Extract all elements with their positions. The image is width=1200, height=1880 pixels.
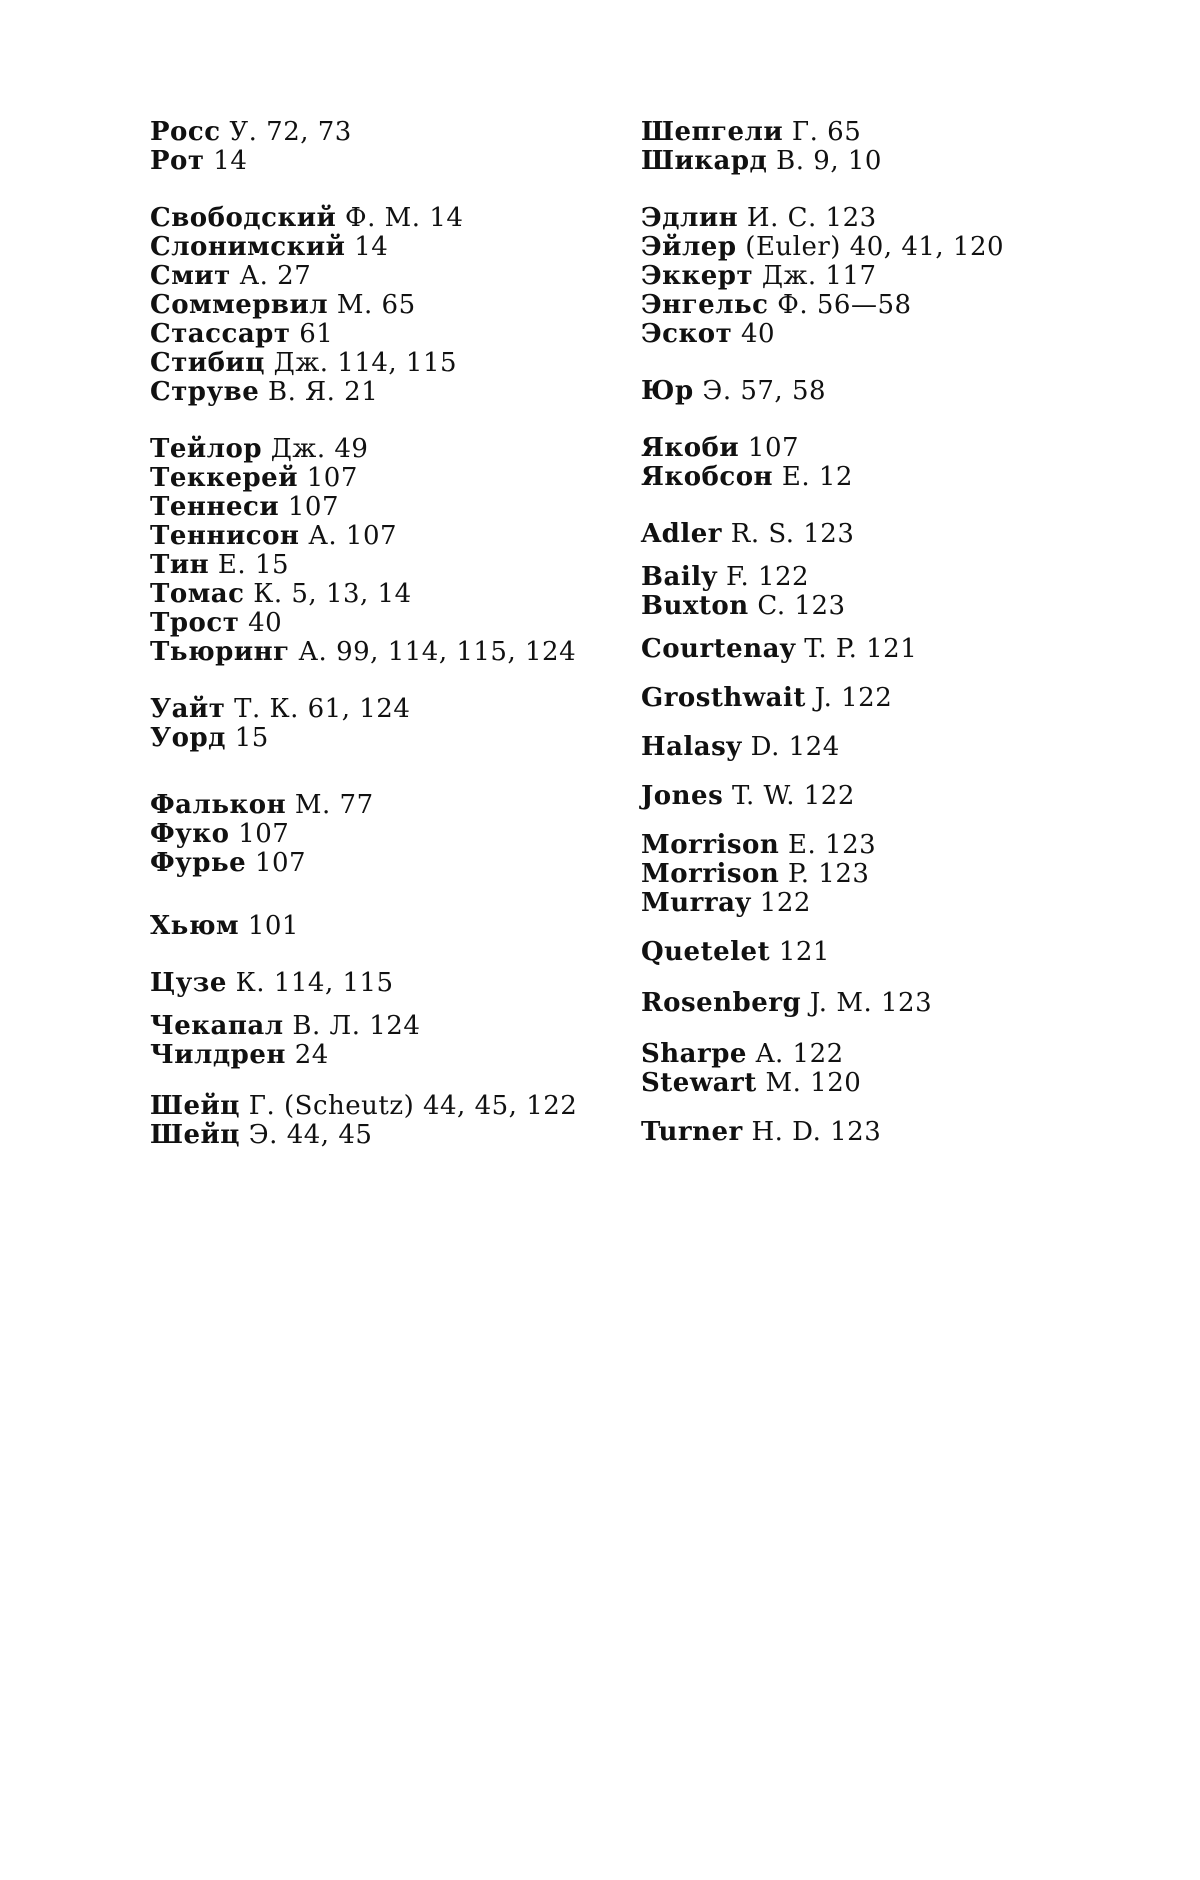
index-entry-name: Buxton: [641, 591, 749, 621]
index-entry: [150, 378, 620, 407]
index-letter-group: [150, 1012, 620, 1070]
index-entry: [150, 849, 620, 878]
index-entry-pages: В. Л. 124: [283, 1011, 421, 1041]
index-entry-name: Jones: [641, 781, 724, 811]
index-entry-name: Шейц: [150, 1091, 241, 1121]
index-entry-name: Morrison: [641, 859, 780, 889]
index-entry: [150, 551, 620, 580]
index-entry-pages: (Euler) 40, 41, 120: [736, 232, 1005, 262]
index-entry: [641, 1069, 1121, 1098]
index-letter-group: [150, 912, 620, 941]
index-entry-name: Quetelet: [641, 937, 771, 967]
index-entry: [641, 635, 1121, 664]
index-entry-name: Эскот: [641, 319, 733, 349]
index-entry: [150, 118, 620, 147]
index-entry: [641, 147, 1121, 176]
index-entry-pages: 14: [204, 146, 248, 176]
index-entry-pages: A. 122: [746, 1039, 844, 1069]
index-entry-name: Тейлор: [150, 434, 263, 464]
index-entry-name: Тьюринг: [150, 637, 290, 667]
index-entry-name: Sharpe: [641, 1039, 747, 1069]
index-entry: [150, 638, 620, 667]
index-entry-name: Слонимский: [150, 232, 346, 262]
index-entry-pages: У. 72, 73: [220, 117, 352, 147]
index-entry: [150, 791, 620, 820]
index-entry-name: Теннисон: [150, 521, 300, 551]
index-letter-group: [150, 969, 620, 998]
index-entry-pages: А. 99, 114, 115, 124: [289, 637, 577, 667]
index-entry: [641, 320, 1121, 349]
index-entry-name: Теккерей: [150, 463, 298, 493]
index-entry-name: Stewart: [641, 1068, 757, 1098]
index-entry-pages: 40: [239, 608, 283, 638]
index-entry: [641, 118, 1121, 147]
index-letter-group: [641, 782, 1121, 811]
index-entry: [150, 522, 620, 551]
index-letter-group: [641, 118, 1121, 176]
index-entry: [150, 493, 620, 522]
index-entry-name: Струве: [150, 377, 260, 407]
index-column-right: [641, 118, 1121, 1147]
index-entry-name: Шикард: [641, 146, 768, 176]
index-entry-pages: F. 122: [717, 562, 810, 592]
index-entry-pages: Е. 15: [209, 550, 290, 580]
index-entry: [150, 147, 620, 176]
index-entry-name: Эдлин: [641, 203, 739, 233]
index-column-left: [150, 118, 620, 1150]
index-entry-pages: 107: [229, 819, 290, 849]
index-entry: [641, 938, 1121, 967]
index-entry-name: Baily: [641, 562, 718, 592]
index-entry: [150, 724, 620, 753]
index-entry-pages: M. 120: [756, 1068, 862, 1098]
index-entry-pages: Ф. М. 14: [336, 203, 464, 233]
index-letter-group: [150, 695, 620, 753]
index-entry-name: Morrison: [641, 830, 780, 860]
index-letter-group: [641, 831, 1121, 918]
index-entry-name: Свободский: [150, 203, 337, 233]
index-entry: [641, 831, 1121, 860]
index-letter-group: [641, 635, 1121, 664]
index-letter-group: [150, 204, 620, 407]
index-letter-group: [150, 791, 620, 878]
index-entry-name: Стассарт: [150, 319, 291, 349]
index-entry-name: Эккерт: [641, 261, 754, 291]
index-letter-group: [641, 563, 1121, 621]
index-entry-pages: J. M. 123: [801, 988, 933, 1018]
index-entry-name: Уайт: [150, 694, 226, 724]
index-entry: [641, 1118, 1121, 1147]
index-entry-name: Тин: [150, 550, 210, 580]
index-entry-name: Томас: [150, 579, 245, 609]
index-entry-name: Соммервил: [150, 290, 329, 320]
index-entry-pages: В. 9, 10: [767, 146, 882, 176]
index-entry-name: Юр: [641, 376, 694, 406]
index-entry-pages: Э. 44, 45: [240, 1120, 373, 1150]
index-entry-name: Чилдрен: [150, 1040, 286, 1070]
index-entry-name: Трост: [150, 608, 240, 638]
index-letter-group: [641, 520, 1121, 549]
index-entry: [641, 233, 1121, 262]
index-entry-pages: И. С. 123: [738, 203, 877, 233]
index-entry-name: Росс: [150, 117, 221, 147]
index-entry-name: Якоби: [641, 433, 740, 463]
index-entry-pages: R. S. 123: [721, 519, 855, 549]
index-letter-group: [641, 434, 1121, 492]
index-letter-group: [641, 733, 1121, 762]
index-entry-name: Шепгели: [641, 117, 784, 147]
index-letter-group: [150, 435, 620, 667]
index-entry-name: Фалькон: [150, 790, 287, 820]
index-entry-pages: E. 123: [779, 830, 877, 860]
index-entry: [641, 563, 1121, 592]
index-entry-pages: 40: [732, 319, 776, 349]
index-entry-pages: 107: [279, 492, 339, 522]
index-entry-name: Grosthwait: [641, 683, 806, 713]
index-entry-name: Рот: [150, 146, 205, 176]
index-entry: [150, 1092, 620, 1121]
index-entry: [641, 520, 1121, 549]
index-entry-pages: 121: [770, 937, 830, 967]
index-entry: [641, 262, 1121, 291]
index-entry: [641, 377, 1121, 406]
index-entry-pages: 107: [298, 463, 358, 493]
index-entry-name: Turner: [641, 1117, 743, 1147]
index-entry: [150, 695, 620, 724]
index-entry: [150, 464, 620, 493]
index-letter-group: [641, 938, 1121, 967]
index-entry-name: Якобсон: [641, 462, 774, 492]
index-entry: [150, 435, 620, 464]
index-entry: [150, 1041, 620, 1070]
index-entry-pages: М. 77: [286, 790, 374, 820]
index-entry-pages: 107: [246, 848, 307, 878]
index-entry: [641, 291, 1121, 320]
index-entry: [150, 1012, 620, 1041]
index-entry-pages: А. 107: [299, 521, 398, 551]
index-entry-name: Чекапал: [150, 1011, 284, 1041]
index-letter-group: [641, 684, 1121, 713]
index-entry-pages: J. 122: [805, 683, 893, 713]
index-entry-name: Цузе: [150, 968, 227, 998]
index-entry-name: Хьюм: [150, 911, 240, 941]
index-entry: [641, 989, 1121, 1018]
index-entry: [641, 434, 1121, 463]
index-entry-pages: 122: [751, 888, 811, 918]
index-entry: [641, 592, 1121, 621]
index-entry: [150, 291, 620, 320]
index-entry: [641, 733, 1121, 762]
index-entry: [150, 204, 620, 233]
index-letter-group: [150, 118, 620, 176]
index-letter-group: [641, 989, 1121, 1018]
index-entry: [641, 889, 1121, 918]
index-entry-pages: D. 124: [741, 732, 840, 762]
index-entry-pages: T. W. 122: [723, 781, 855, 811]
index-entry: [150, 262, 620, 291]
index-entry-pages: Г. 65: [783, 117, 862, 147]
index-entry: [150, 609, 620, 638]
index-entry-name: Эйлер: [641, 232, 737, 262]
index-entry-pages: 107: [739, 433, 800, 463]
index-entry-pages: К. 114, 115: [226, 968, 394, 998]
index-entry: [150, 580, 620, 609]
index-entry-pages: T. P. 121: [795, 634, 918, 664]
index-entry-pages: C. 123: [748, 591, 846, 621]
index-entry: [150, 912, 620, 941]
index-entry-pages: Ф. 56—58: [768, 290, 912, 320]
index-entry-name: Фуко: [150, 819, 230, 849]
index-letter-group: [641, 204, 1121, 349]
index-entry: [150, 1121, 620, 1150]
index-entry-pages: Дж. 49: [262, 434, 369, 464]
index-entry: [150, 349, 620, 378]
index-entry-pages: 61: [290, 319, 334, 349]
index-entry-pages: Е. 12: [773, 462, 853, 492]
index-entry-name: Теннеси: [150, 492, 280, 522]
index-entry: [641, 463, 1121, 492]
index-entry-pages: Т. К. 61, 124: [225, 694, 411, 724]
index-entry-pages: 14: [345, 232, 389, 262]
index-letter-group: [641, 377, 1121, 406]
index-entry-name: Фурье: [150, 848, 247, 878]
index-entry-pages: Дж. 114, 115: [264, 348, 458, 378]
index-entry: [641, 860, 1121, 889]
index-entry-pages: Дж. 117: [753, 261, 877, 291]
index-entry-name: Уорд: [150, 723, 226, 753]
index-entry-pages: 15: [225, 723, 269, 753]
index-letter-group: [641, 1118, 1121, 1147]
index-entry-pages: К. 5, 13, 14: [244, 579, 412, 609]
index-letter-group: [150, 1092, 620, 1150]
index-entry: [150, 233, 620, 262]
index-entry-name: Стибиц: [150, 348, 265, 378]
index-entry-name: Энгельс: [641, 290, 769, 320]
index-entry-name: Смит: [150, 261, 231, 291]
index-entry: [150, 820, 620, 849]
index-entry: [150, 320, 620, 349]
index-entry-name: Halasy: [641, 732, 742, 762]
index-letter-group: [641, 1040, 1121, 1098]
index-entry-pages: 24: [285, 1040, 329, 1070]
index-entry-pages: P. 123: [779, 859, 870, 889]
index-entry-name: Шейц: [150, 1120, 241, 1150]
index-entry-name: Adler: [641, 519, 722, 549]
index-entry: [641, 204, 1121, 233]
index-entry: [641, 1040, 1121, 1069]
index-entry-pages: В. Я. 21: [259, 377, 379, 407]
index-entry-pages: М. 65: [328, 290, 416, 320]
index-entry: [641, 782, 1121, 811]
index-entry-name: Courtenay: [641, 634, 796, 664]
index-entry: [150, 969, 620, 998]
index-entry-name: Murray: [641, 888, 752, 918]
index-entry-name: Rosenberg: [641, 988, 802, 1018]
index-entry-pages: А. 27: [230, 261, 312, 291]
index-entry-pages: Э. 57, 58: [693, 376, 827, 406]
index-entry: [641, 684, 1121, 713]
index-entry-pages: H. D. 123: [742, 1117, 882, 1147]
index-entry-pages: 101: [239, 911, 299, 941]
index-entry-pages: Г. (Scheutz) 44, 45, 122: [240, 1091, 578, 1121]
